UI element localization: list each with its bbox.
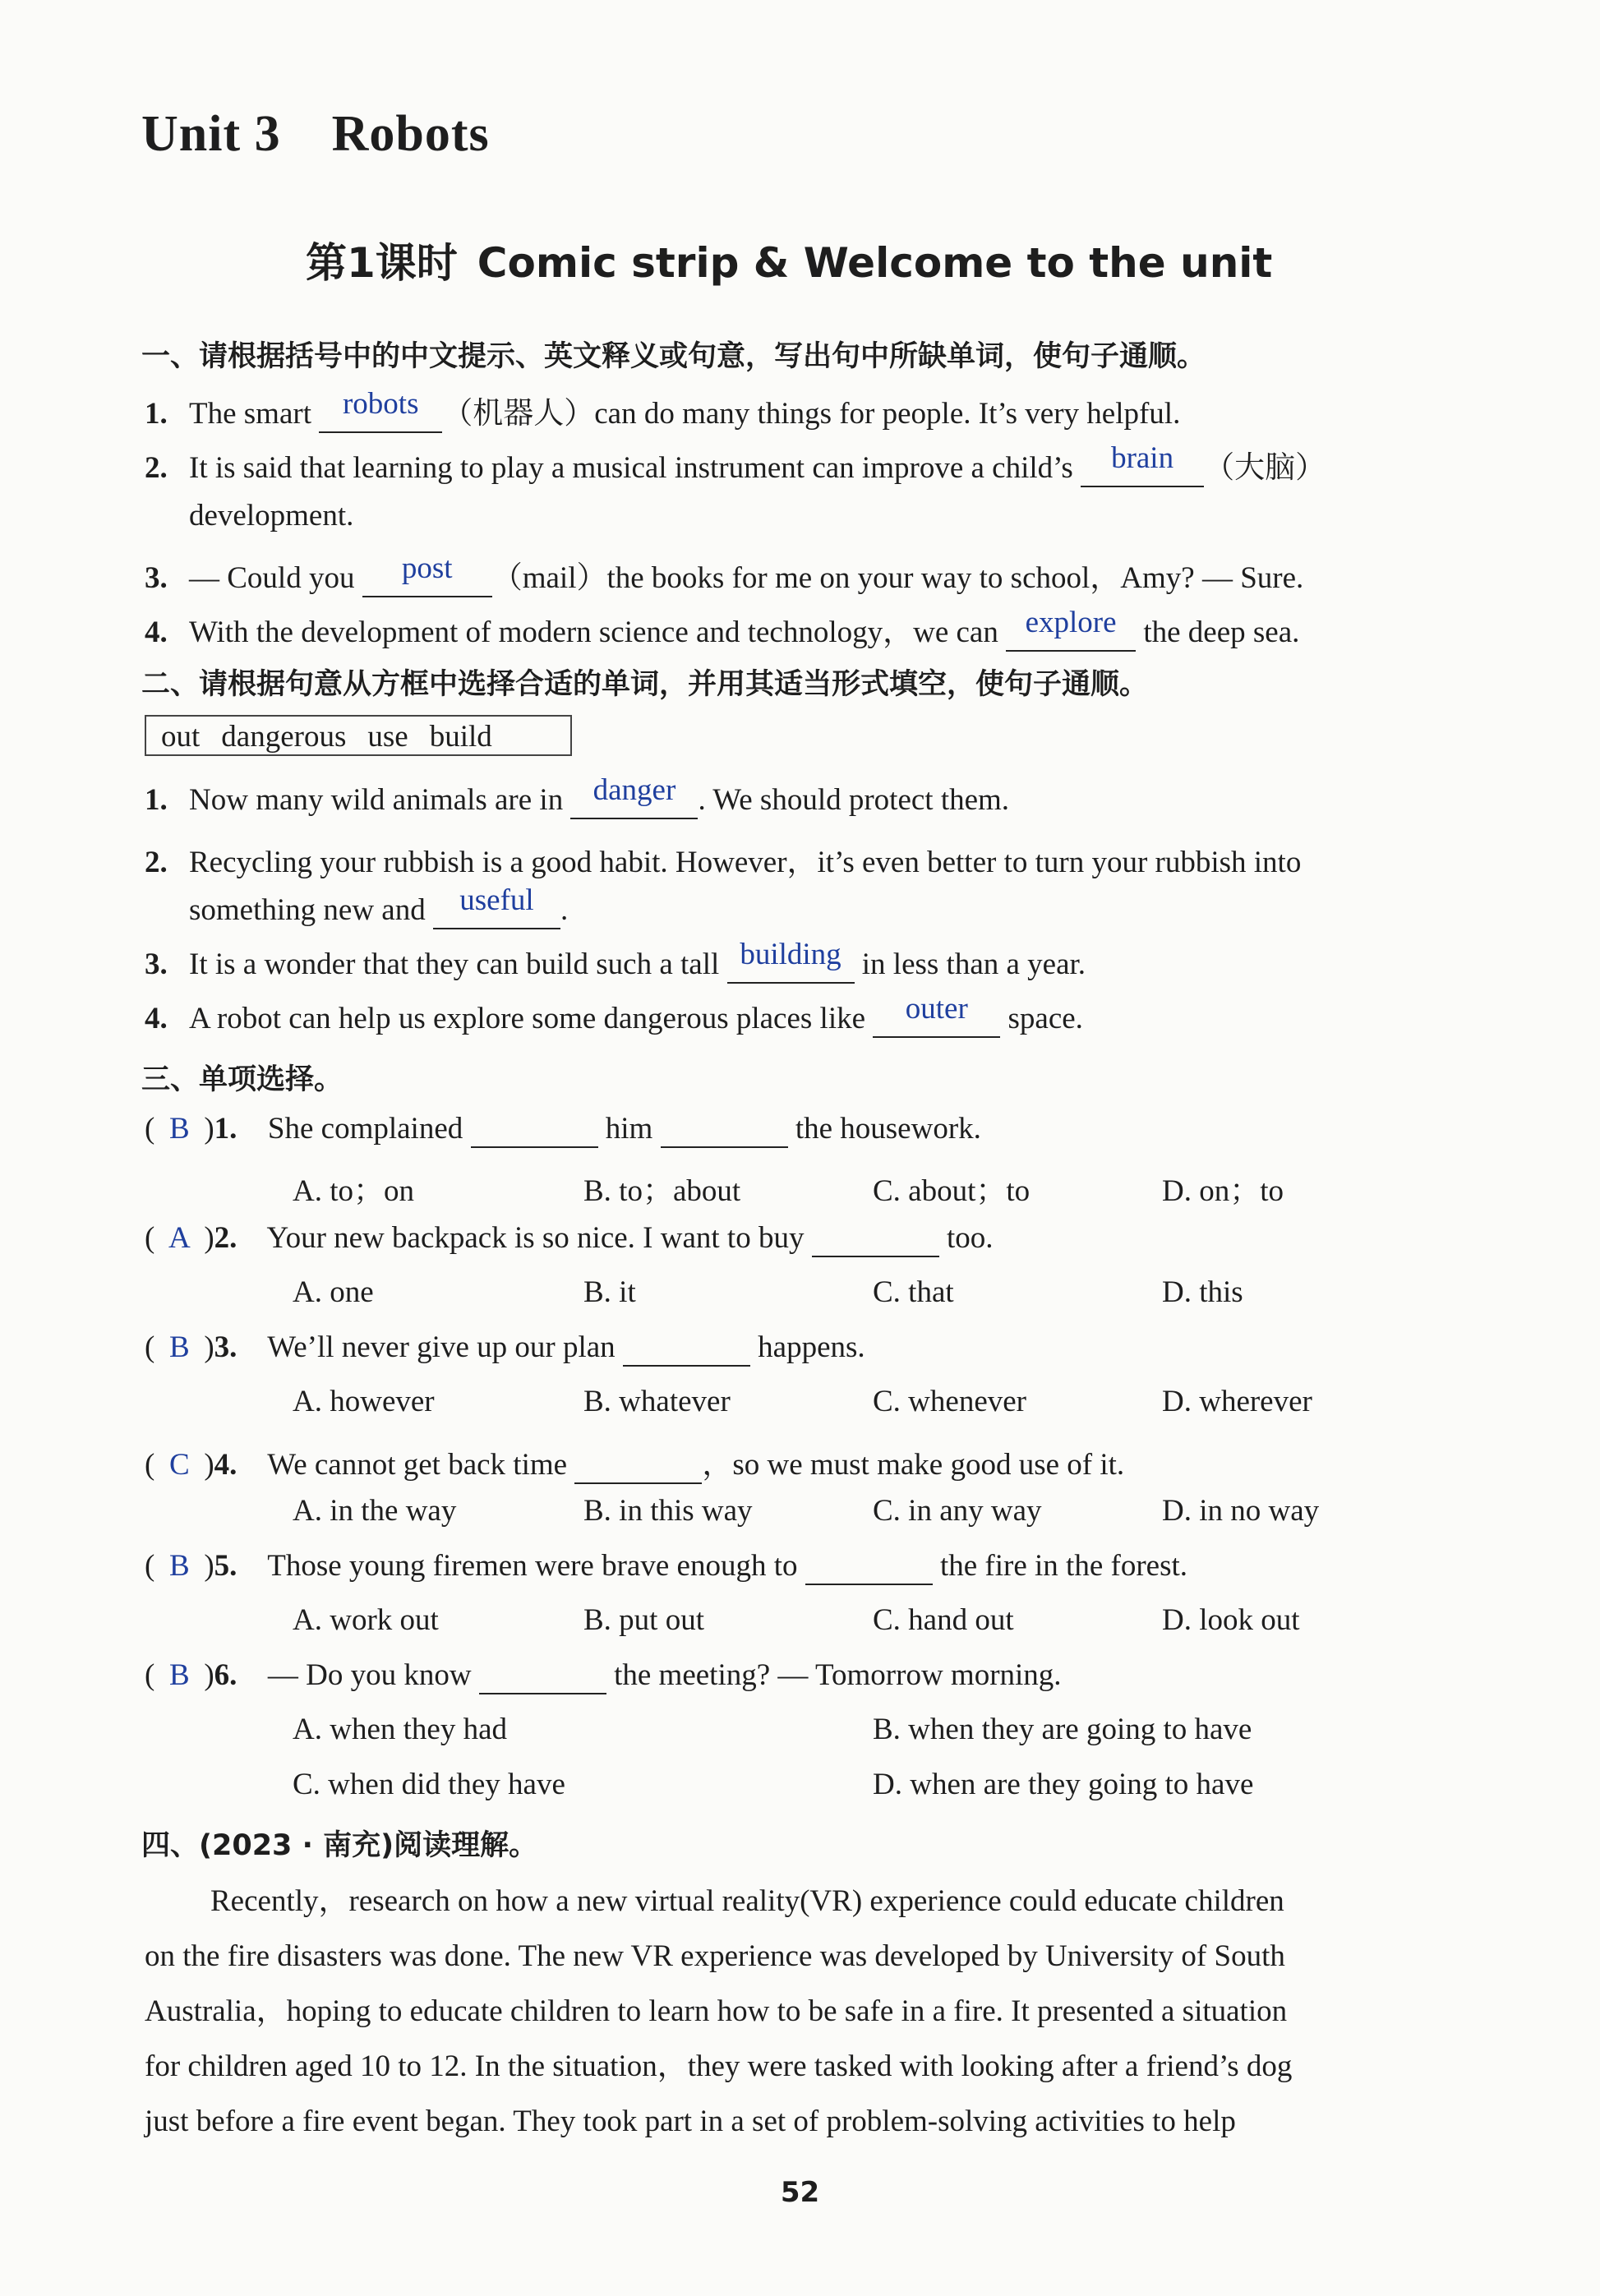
p2-item-3: 3. It is a wonder that they can build such a tall building in less than a year. <box>145 947 1086 984</box>
mc-option[interactable]: B. whatever <box>583 1385 731 1418</box>
mc-option[interactable]: D. wherever <box>1162 1385 1312 1418</box>
answer-blank <box>623 1330 750 1367</box>
mc-option[interactable]: A. one <box>293 1275 374 1309</box>
mc-answer[interactable]: B <box>168 1330 190 1364</box>
part2-title: 二、请根据句意从方框中选择合适的单词，并用其适当形式填空，使句子通顺。 <box>141 668 1149 701</box>
mc-question-1: ( B )1. She complained him the housework. <box>145 1111 981 1148</box>
answer-blank[interactable]: danger <box>570 782 698 819</box>
answer-blank[interactable]: robots <box>319 396 442 433</box>
mc-answer[interactable]: B <box>168 1112 190 1146</box>
mc-option[interactable]: D. this <box>1162 1275 1243 1309</box>
mc-option[interactable]: B. to；about <box>583 1174 741 1208</box>
page-number: 52 <box>780 2176 820 2209</box>
answer-blank[interactable]: brain <box>1081 450 1204 487</box>
mc-option[interactable]: C. about；to <box>873 1174 1031 1208</box>
mc-option[interactable]: C. whenever <box>873 1385 1026 1418</box>
answer-blank <box>471 1111 598 1148</box>
answer-blank <box>812 1220 939 1257</box>
mc-option[interactable]: C. that <box>873 1275 954 1309</box>
mc-question-4: ( C )4. We cannot get back time ，so we must make good use of it. <box>145 1439 1124 1484</box>
answer-blank <box>661 1111 788 1148</box>
reading-passage: Recently，research on how a new virtual reality(VR) experience could educate children on the fire disasters was done. The new VR experience was developed by University of South Australia，hoping to educate children to learn how to be safe in a fire. It presented a situation for children aged 10 to 12. In the situation，they were tasked with looking after a friend’s dog just before a fire event began. They took part in a set of problem-solving activities to help <box>145 1884 1293 2138</box>
p2-item-4: 4. A robot can help us explore some dangerous places like outer space. <box>145 1001 1083 1038</box>
p2-item-2: 2. Recycling your rubbish is a good habit. However，it’s even better to turn your rubbish into <box>145 846 1302 879</box>
mc-question-2: ( A )2. Your new backpack is so nice. I want to buy too. <box>145 1220 993 1257</box>
unit-title: Unit 3 Robots <box>141 106 490 162</box>
answer-blank <box>805 1548 933 1585</box>
p1-item-3: 3. — Could you post （mail）the books for me on your way to school，Amy? — Sure. <box>145 552 1303 597</box>
part3-title: 三、单项选择。 <box>141 1063 344 1096</box>
mc-option[interactable]: D. on；to <box>1162 1174 1284 1208</box>
p1-item-2-cont: development. <box>189 499 354 533</box>
mc-option[interactable]: B. put out <box>583 1603 704 1637</box>
mc-answer[interactable]: B <box>168 1658 190 1692</box>
mc-option[interactable]: D. when are they going to have <box>873 1768 1254 1801</box>
part1-title: 一、请根据括号中的中文提示、英文释义或句意，写出句中所缺单词，使句子通顺。 <box>141 340 1206 373</box>
mc-option[interactable]: A. however <box>293 1385 435 1418</box>
mc-option[interactable]: B. it <box>583 1275 636 1309</box>
answer-blank[interactable]: explore <box>1006 615 1136 652</box>
p1-item-2: 2. It is said that learning to play a musical instrument can improve a child’s brain （大脑） <box>145 442 1326 487</box>
mc-option[interactable]: D. in no way <box>1162 1494 1320 1528</box>
mc-question-5: ( B )5. Those young firemen were brave enough to the fire in the forest. <box>145 1548 1187 1585</box>
mc-option[interactable]: C. hand out <box>873 1603 1014 1637</box>
mc-question-3: ( B )3. We’ll never give up our plan happens. <box>145 1330 865 1367</box>
answer-blank[interactable]: useful <box>433 892 560 929</box>
mc-option[interactable]: A. in the way <box>293 1494 457 1528</box>
answer-blank[interactable]: building <box>727 947 855 984</box>
mc-option[interactable]: B. in this way <box>583 1494 753 1528</box>
answer-blank <box>479 1657 606 1694</box>
mc-answer[interactable]: C <box>168 1448 190 1482</box>
mc-answer[interactable]: A <box>168 1221 191 1255</box>
word-box: out dangerous use build <box>145 715 572 756</box>
mc-option[interactable]: A. to；on <box>293 1174 414 1208</box>
mc-option[interactable]: C. in any way <box>873 1494 1042 1528</box>
mc-option[interactable]: A. work out <box>293 1603 439 1637</box>
answer-blank <box>574 1447 702 1484</box>
p1-item-4: 4. With the development of modern science and technology，we can explore the deep sea. <box>145 606 1299 652</box>
mc-question-6: ( B )6. — Do you know the meeting? — Tomorrow morning. <box>145 1657 1062 1694</box>
part4-title: 四、(2023 · 南充)阅读理解。 <box>141 1829 538 1862</box>
mc-option[interactable]: D. look out <box>1162 1603 1300 1637</box>
p2-item-2-cont: something new and useful . <box>189 892 568 929</box>
p2-item-1: 1. Now many wild animals are in danger . We should protect them. <box>145 782 1009 819</box>
mc-option[interactable]: B. when they are going to have <box>873 1713 1252 1746</box>
mc-option[interactable]: C. when did they have <box>293 1768 565 1801</box>
answer-blank[interactable]: post <box>362 560 492 597</box>
lesson-title: 第1课时 Comic strip & Welcome to the unit <box>306 239 1273 287</box>
mc-option[interactable]: A. when they had <box>293 1713 507 1746</box>
answer-blank[interactable]: outer <box>873 1001 1000 1038</box>
p1-item-1: 1. The smart robots （机器人）can do many things for people. It’s very helpful. <box>145 388 1180 433</box>
mc-answer[interactable]: B <box>168 1549 190 1583</box>
